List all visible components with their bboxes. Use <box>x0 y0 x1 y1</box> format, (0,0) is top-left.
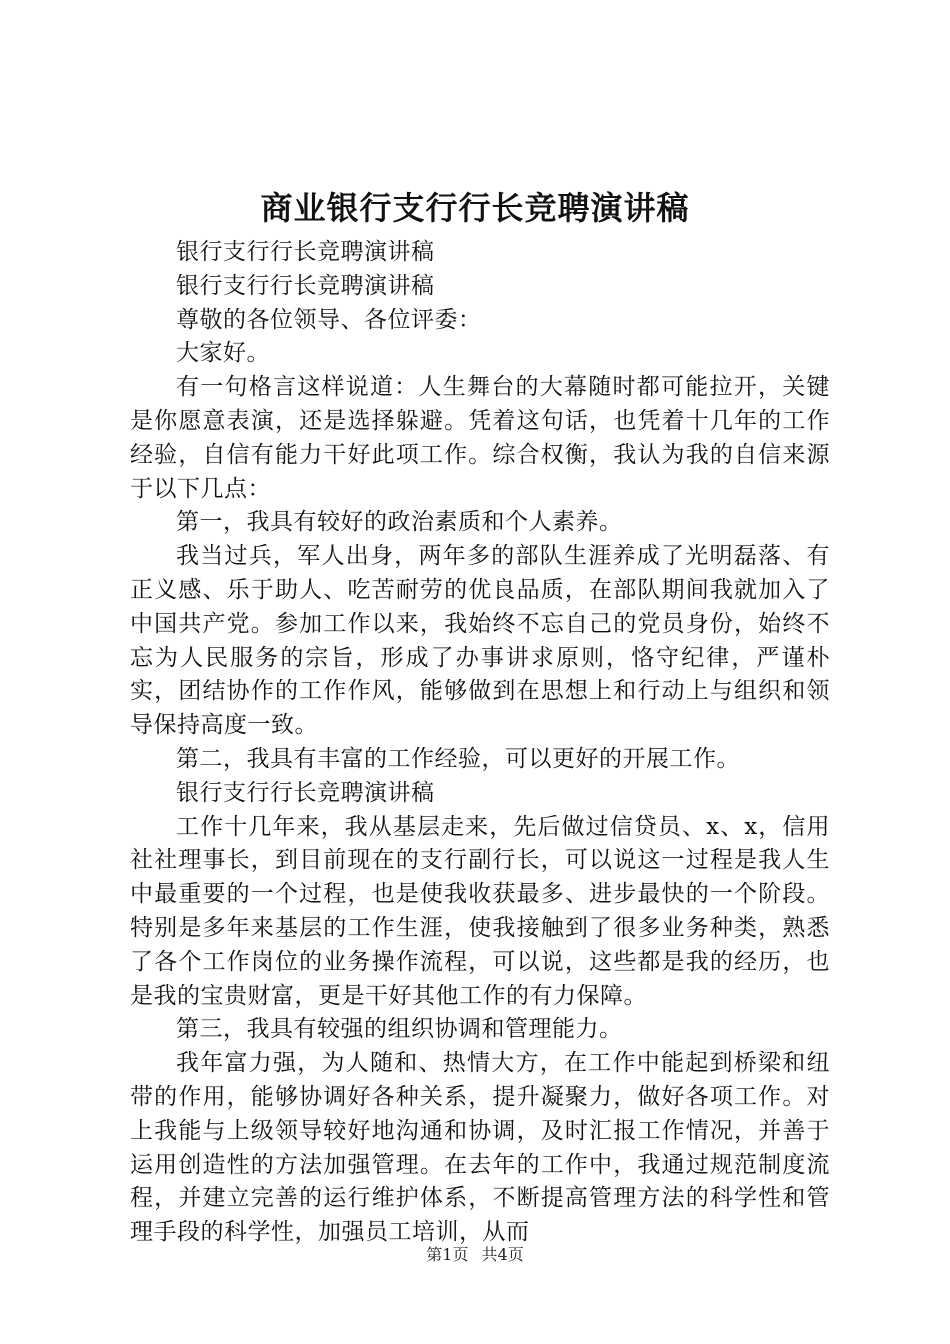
paragraph: 有一句格言这样说道：人生舞台的大幕随时都可能拉开，关键是你愿意表演，还是选择躲避。凭着这句话，也凭着十几年的工作经验，自信有能力干好此项工作。综合权衡，我认为我的自信来源于以下几点： <box>130 374 830 502</box>
paragraph: 第二，我具有丰富的工作经验，可以更好的开展工作。 <box>176 745 740 772</box>
paragraph: 我当过兵，军人出身，两年多的部队生涯养成了光明磊落、有正义感、乐于助人、吃苦耐劳的优良品质，在部队期间我就加入了中国共产党。参加工作以来，我始终不忘自己的党员身份，始终不忘为人民服务的宗旨，形成了办事讲求原则，恪守纪律，严谨朴实，团结协作的工作作风，能够做到在思想上和行动上与组织和领导保持高度一致。 <box>130 543 830 739</box>
paragraph: 银行支行行长竞聘演讲稿 <box>176 779 435 806</box>
document-title: 商业银行支行行长竞聘演讲稿 <box>260 189 690 227</box>
page-number: 第1页 <box>426 1245 469 1264</box>
paragraph: 我年富力强，为人随和、热情大方，在工作中能起到桥梁和纽带的作用，能够协调好各种关系，提升凝聚力，做好各项工作。对上我能与上级领导较好地沟通和协调，及时汇报工作情况，并善于运用创造性的方法加强管理。在去年的工作中，我通过规范制度流程，并建立完善的运行维护体系，不断提高管理方法的科学性和管理手段的科学性，加强员工培训，从而 <box>130 1050 830 1246</box>
paragraph: 第三，我具有较强的组织协调和管理能力。 <box>176 1016 623 1043</box>
paragraph: 大家好。 <box>176 340 270 367</box>
document-body <box>130 236 830 1250</box>
page-footer <box>0 1244 950 1266</box>
paragraph: 银行支行行长竞聘演讲稿 <box>176 239 435 265</box>
page-total: 共4页 <box>481 1245 524 1264</box>
paragraph: 银行支行行长竞聘演讲稿 <box>176 272 435 299</box>
paragraph: 尊敬的各位领导、各位评委： <box>176 306 482 333</box>
paragraph: 第一，我具有较好的政治素质和个人素养。 <box>176 509 623 536</box>
paragraph: 工作十几年来，我从基层走来，先后做过信贷员、x、x，信用社社理事长，到目前现在的支行副行长，可以说这一过程是我人生中最重要的一个过程，也是使我收获最多、进步最快的一个阶段。特别是多年来基层的工作生涯，使我接触到了很多业务种类，熟悉了各个工作岗位的业务操作流程，可以说，这些都是我的经历，也是我的宝贵财富，更是干好其他工作的有力保障。 <box>130 813 830 1009</box>
